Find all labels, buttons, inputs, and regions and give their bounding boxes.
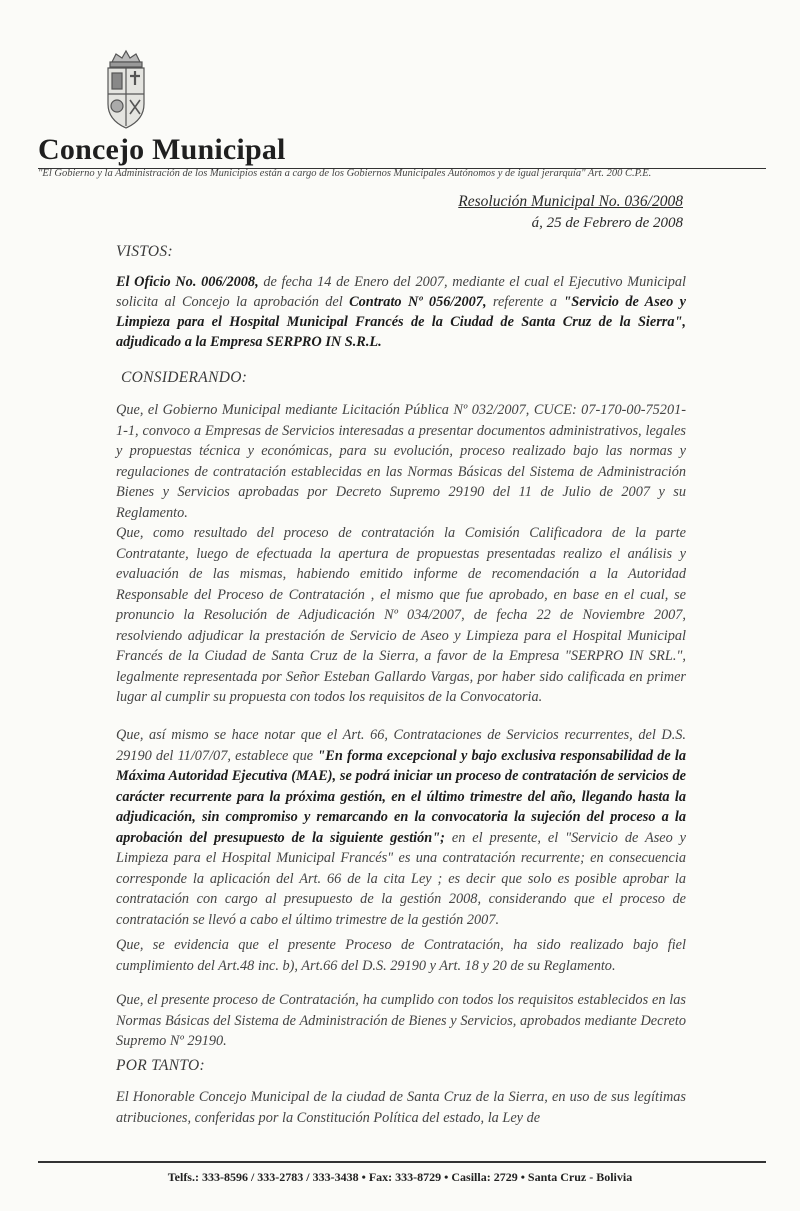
oficio-reference: El Oficio No. 006/2008, xyxy=(116,274,259,290)
service-title: "Servicio de Aseo y Limpieza para el Hospital Municipal Francés de la Ciudad de Santa Cruz de la Sierra", adjudicado a la Empresa SERPRO IN S.R.L. xyxy=(116,294,686,350)
footer-contact-info: Telfs.: 333-8596 / 333-2783 / 333-3438 • Fax: 333-8729 • Casilla: 2729 • Santa Cruz - Bolivia xyxy=(167,1170,633,1184)
municipal-coat-of-arms-icon xyxy=(100,48,152,136)
vistos-paragraph: El Oficio No. 006/2008, de fecha 14 de Enero del 2007, mediante el cual el Ejecutivo Municipal solicita al Concejo la aprobación del Contrato Nº 056/2007, referente a "Servicio de Aseo y Limpieza para el Hospital Municipal Francés de la Ciudad de Santa Cruz de la Sierra", adjudicado a la Empresa SERPRO IN S.R.L. xyxy=(116,274,686,350)
por-tanto-paragraph: El Honorable Concejo Municipal de la ciudad de Santa Cruz de la Sierra, en uso de sus legítimas atribuciones, conferidas por la Constitución Política del estado, la Ley de xyxy=(116,1089,686,1126)
considerando-paragraph-2: Que, como resultado del proceso de contratación la Comisión Calificadora de la parte Contratante, luego de efectuada la apertura de propuestas presentadas realizo el análisis y evaluación de las mismas, habiendo emitido informe de recomendación a la Autoridad Responsable del Proceso de Contratación , el mismo que fue aprobado, en base en el cual, se pronuncio la Resolución de Adjudicación Nº 034/2007, de fecha 22 de Noviembre 2007, resolviendo adjudicar la prestación de Servicio de Aseo y Limpieza para el Hospital Municipal Francés de la Ciudad de Santa Cruz de la Sierra, a favor de la Empresa "SERPRO IN SRL.", legalmente representada por Señor Esteban Gallardo Vargas, por haber sido calificada en primer lugar al cumplir su propuesta con todos los requisitos de la Convocatoria. xyxy=(116,525,686,705)
considerando-paragraph-4: Que, se evidencia que el presente Proceso de Contratación, ha sido realizado bajo fiel cumplimiento del Art.48 inc. b), Art.66 del D.S. 29190 y Art. 18 y 20 de su Reglamento. xyxy=(116,937,686,974)
resolution-date: á, 25 de Febrero de 2008 xyxy=(531,215,683,231)
quoted-article-66: "En forma excepcional y bajo exclusiva responsabilidad de la Máxima Autoridad Ejecutiva (MAE), se podrá iniciar un proceso de contratación de servicios de carácter recurrente para la próxima gestión, en el último trimestre del año, llegando hasta la adjudicación, sin compromiso y remarcando en la convocatoria la sujeción del proceso a la aprobación del presupuesto de la siguiente gestión"; xyxy=(116,747,687,846)
footer-divider xyxy=(38,1161,766,1163)
organization-name: Concejo Municipal xyxy=(38,133,286,166)
section-heading-vistos: VISTOS: xyxy=(116,243,173,260)
resolution-title: Resolución Municipal No. 036/2008 xyxy=(458,193,683,210)
contract-reference: Contrato Nº 056/2007, xyxy=(349,294,487,310)
section-heading-considerando: CONSIDERANDO: xyxy=(121,369,248,386)
header-motto: "El Gobierno y la Administración de los Municipios están a cargo de los Gobiernos Municipales Autónomos y de igual jerarquía" Art. 200 C.P.E. xyxy=(38,168,652,179)
considerando-paragraph-3: Que, así mismo se hace notar que el Art. 66, Contrataciones de Servicios recurrentes, del D.S. 29190 del 11/07/07, establece que "En forma excepcional y bajo exclusiva responsabilidad de la Máxima Autoridad Ejecutiva (MAE), se podrá iniciar un proceso de contratación de servicios de carácter recurrente para la próxima gestión, en el último trimestre del año, llegando hasta la adjudicación, sin compromiso y remarcando en la convocatoria la sujeción del proceso a la aprobación del presupuesto de la siguiente gestión"; en el presente, el "Servicio de Aseo y Limpieza para el Hospital Municipal Francés" es una contratación recurrente; en consecuencia corresponde la aplicación del Art. 66 de la cita Ley ; es decir que solo es posible aprobar la contratación con cargo al presupuesto de la gestión 2008, considerando que el proceso de contratación se llevó a cabo el último trimestre de la gestión 2007. xyxy=(116,727,687,928)
section-heading-por-tanto: POR TANTO: xyxy=(116,1057,205,1074)
considerando-paragraph-1: Que, el Gobierno Municipal mediante Licitación Pública Nº 032/2007, CUCE: 07-170-00-75201-1-1, convoco a Empresas de Servicios interesadas a presentar documentos administrativos, legales y propuestas técnica y económicas, para su evolución, proceso realizado bajo las normas y regulaciones de contratación establecidas en las Normas Básicas del Sistema de Administración Bienes y Servicios aprobadas por Decreto Supremo 29190 del 11 de Julio de 2007 y su Reglamento. xyxy=(116,402,686,521)
considerando-paragraph-5: Que, el presente proceso de Contratación, ha cumplido con todos los requisitos establecidos en las Normas Básicas del Sistema de Administración de Bienes y Servicios, aprobados mediante Decreto Supremo Nº 29190. xyxy=(116,992,686,1049)
